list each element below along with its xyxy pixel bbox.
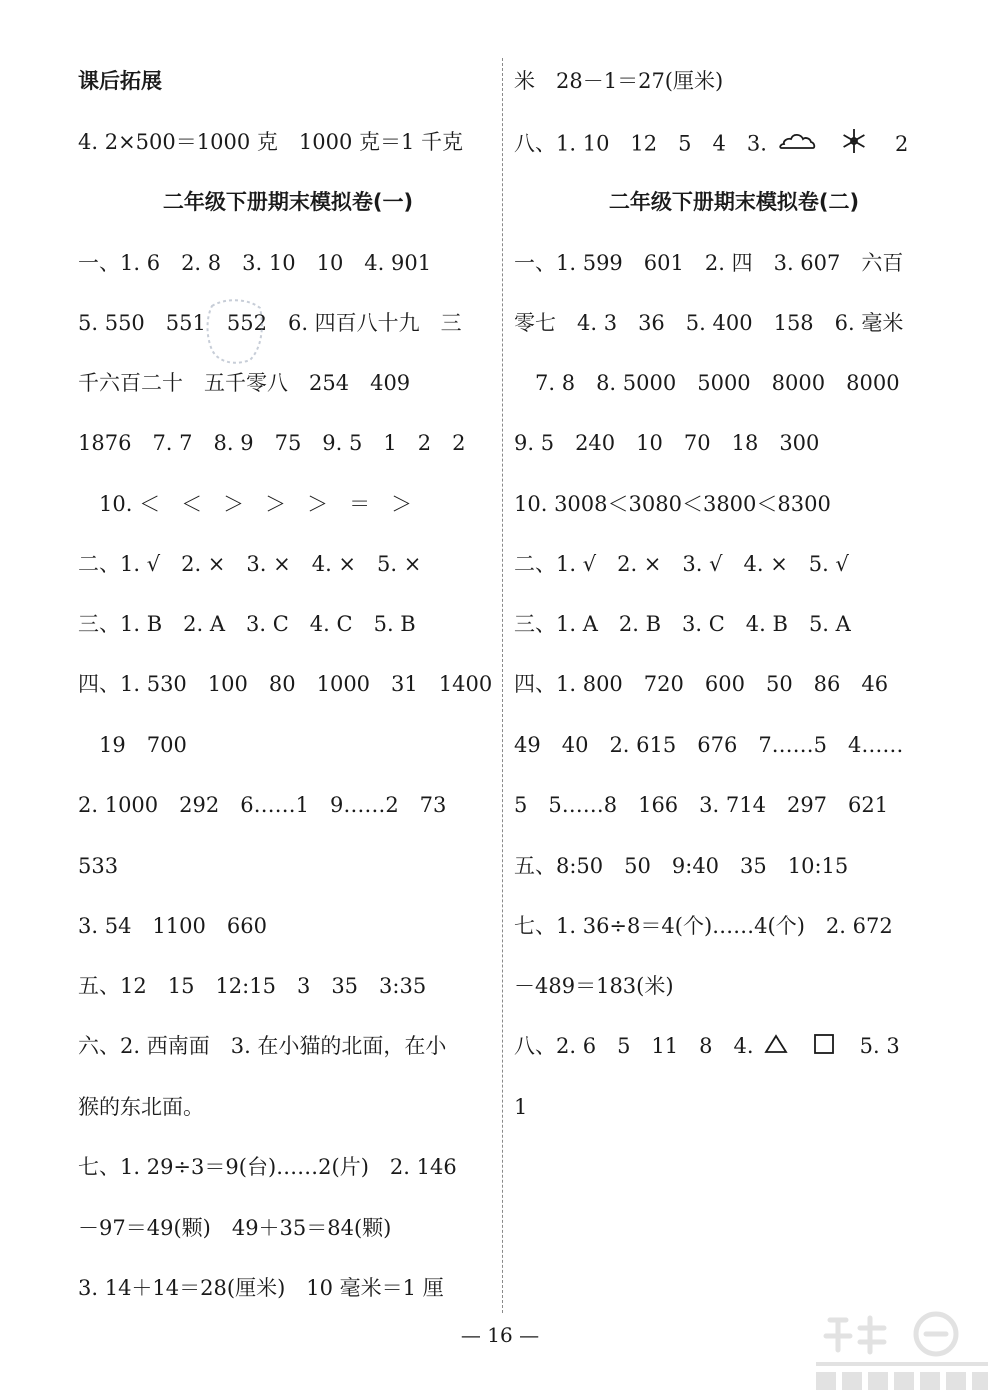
exam-title-1: 二年级下册期末模拟卷(一) (162, 190, 414, 214)
answer-line: 四、1. 800 720 600 50 86 46 (514, 672, 889, 696)
answer-line: 二、1. √ 2. × 3. √ 4. × 5. √ (514, 552, 849, 576)
answer-line: 二、1. √ 2. × 3. × 4. × 5. × (78, 552, 422, 576)
answer-line-with-icons (514, 1031, 900, 1063)
answer-text: 2 (894, 131, 909, 156)
square-icon (813, 1033, 835, 1063)
stamp-mark (204, 296, 266, 366)
answer-line: 米 28－1＝27(厘米) (514, 69, 724, 93)
answer-line-with-icons (514, 127, 908, 163)
answer-line: 五、8:50 50 9:40 35 10:15 (514, 854, 849, 878)
answer-line: 19 700 (78, 733, 187, 757)
answer-text: 八、2. 6 5 11 8 4. (514, 1034, 754, 1058)
answer-line: 3. 14＋14＝28(厘米) 10 毫米＝1 厘 (78, 1276, 444, 1300)
answer-line: 七、1. 36÷8＝4(个)……4(个) 2. 672 (514, 914, 893, 938)
answer-line: 10. 3008＜3080＜3800＜8300 (514, 492, 831, 516)
section-heading: 课后拓展 (78, 69, 162, 93)
snowflake-icon (840, 127, 868, 163)
exam-title-2: 二年级下册期末模拟卷(二) (608, 190, 860, 214)
answer-line: 六、2. 西南面 3. 在小猫的北面，在小 (78, 1034, 447, 1058)
page-number: — 16 — (460, 1323, 540, 1347)
watermark-logo (808, 1306, 996, 1396)
cloud-icon (778, 130, 816, 160)
answer-line: 1 (514, 1095, 528, 1119)
answer-line: 零七 4. 3 36 5. 400 158 6. 毫米 (514, 311, 904, 335)
column-divider (502, 58, 503, 1313)
answer-line: 10. ＜ ＜ ＞ ＞ ＞ ＝ ＞ (78, 492, 413, 516)
answer-line: 猴的东北面。 (78, 1095, 204, 1119)
answer-line: 千六百二十 五千零八 254 409 (78, 371, 411, 395)
answer-line: 一、1. 599 601 2. 四 3. 607 六百 (514, 251, 904, 275)
answer-line: 5 5……8 166 3. 714 297 621 (514, 793, 889, 817)
answer-text: 八、1. 10 12 5 4 3. (514, 131, 767, 156)
answer-line: 1876 7. 7 8. 9 75 9. 5 1 2 2 (78, 431, 466, 455)
answer-text: 5. 3 (859, 1034, 900, 1058)
answer-line: 49 40 2. 615 676 7……5 4…… (514, 733, 904, 757)
answer-line: 五、12 15 12:15 3 35 3:35 (78, 974, 427, 998)
answer-line: 三、1. A 2. B 3. C 4. B 5. A (514, 612, 851, 636)
answer-line: 2. 1000 292 6……1 9……2 73 (78, 793, 447, 817)
answer-line: 5. 550 551 552 6. 四百八十九 三 (78, 311, 462, 335)
answer-line: 三、1. B 2. A 3. C 4. C 5. B (78, 612, 416, 636)
answer-line: 533 (78, 854, 119, 878)
answer-line: 一、1. 6 2. 8 3. 10 10 4. 901 (78, 251, 432, 275)
answer-line: －97＝49(颗) 49＋35＝84(颗) (78, 1216, 392, 1240)
answer-line: 3. 54 1100 660 (78, 914, 267, 938)
triangle-icon (764, 1033, 788, 1063)
answer-line: 七、1. 29÷3＝9(台)……2(片) 2. 146 (78, 1155, 457, 1179)
answer-line: 7. 8 8. 5000 5000 8000 8000 (514, 371, 900, 395)
answer-line: －489＝183(米) (514, 974, 674, 998)
answer-line: 9. 5 240 10 70 18 300 (514, 431, 820, 455)
answer-line: 4. 2×500＝1000 克 1000 克＝1 千克 (78, 130, 464, 154)
answer-line: 四、1. 530 100 80 1000 31 1400 (78, 672, 493, 696)
